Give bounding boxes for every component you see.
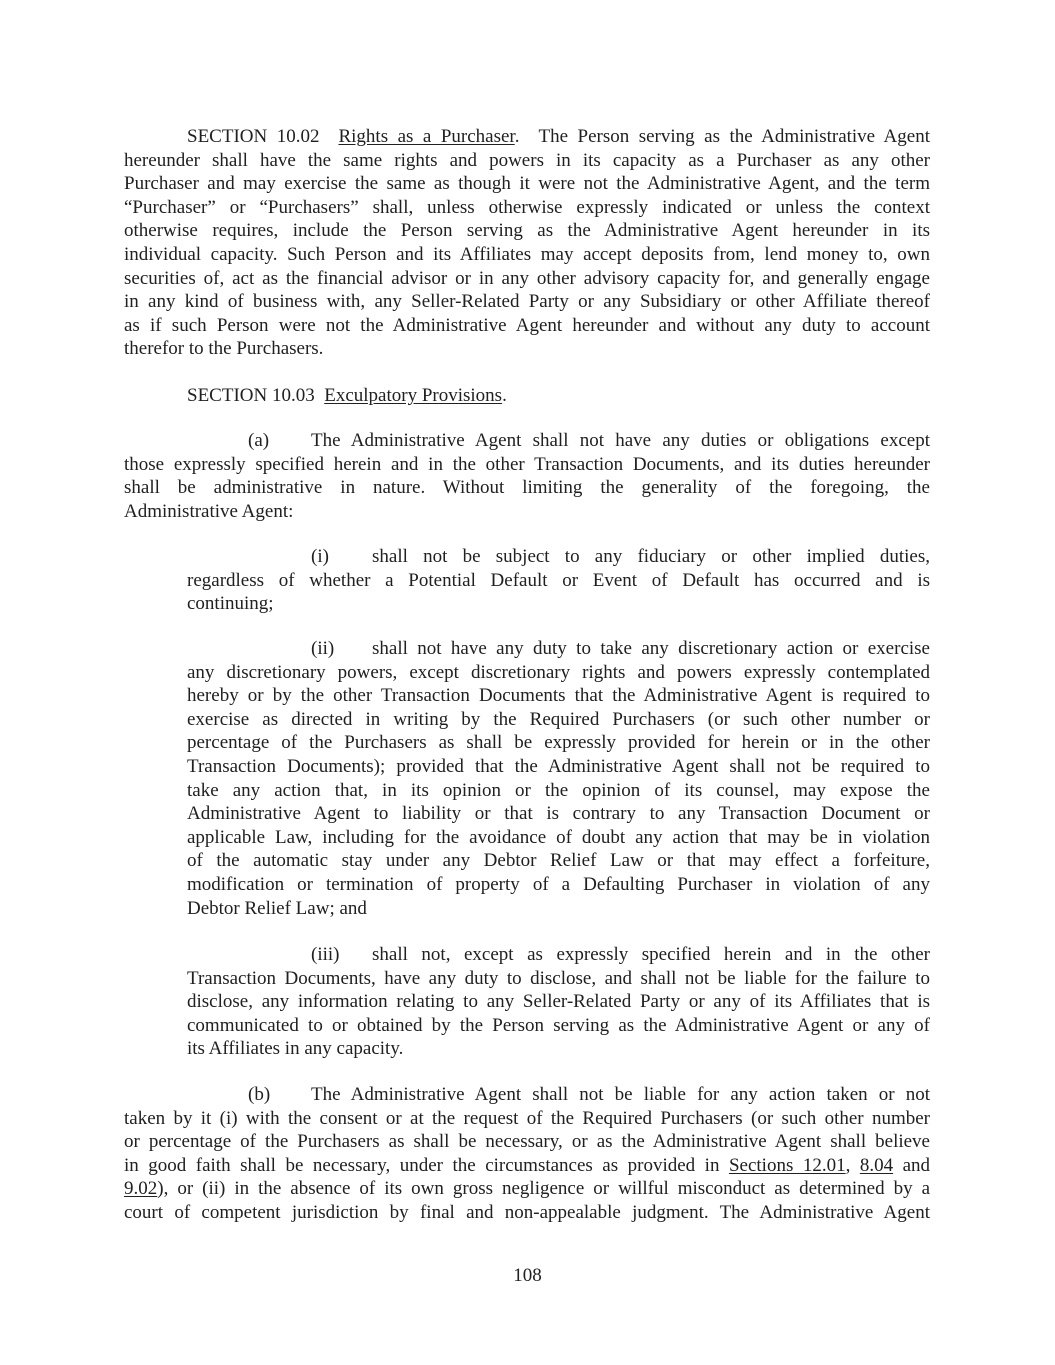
paragraph-a-line: Administrative Agent: [124, 500, 294, 522]
section-10-02-line: individual capacity. Such Person and its Affiliates may accept deposits from, lend money to, own [124, 243, 930, 265]
paragraph-a-line: those expressly specified herein and in the other Transaction Documents, and its duties hereunder [124, 453, 930, 475]
ref-sections-12-01: Sections 12.01 [728, 1154, 846, 1176]
item-iii-label: (iii) [311, 944, 340, 965]
item-iii-line: communicated to or obtained by the Person serving as the Administrative Agent or any of [187, 1014, 930, 1036]
section-10-03-heading: SECTION 10.03 Exculpatory Provisions. [187, 385, 507, 406]
paragraph-b-line: in good faith shall be necessary, under the circumstances as provided in Sections 12.01, 8.04 and [124, 1154, 931, 1176]
paragraph-b-line: court of competent jurisdiction by final and non-appealable judgment. The Administrative Agent [124, 1201, 930, 1223]
section-10-02-line: “Purchaser” or “Purchasers” shall, unless otherwise expressly indicated or unless the context [124, 196, 930, 218]
item-ii-first-line: (ii) shall not have any duty to take any discretionary action or exercise [311, 638, 930, 659]
section-10-03-number: SECTION 10.03 [187, 385, 315, 406]
item-ii-line: take any action that, in its opinion or the opinion of its counsel, may expose the [187, 779, 930, 801]
section-10-02-line: Purchaser and may exercise the same as though it were not the Administrative Agent, and the term [124, 173, 930, 195]
item-iii-line: its Affiliates in any capacity. [187, 1038, 404, 1060]
item-ii-label: (ii) [311, 638, 335, 659]
item-ii-line: Transaction Documents); provided that the Administrative Agent shall not be required to [187, 755, 930, 777]
section-10-02-number: SECTION 10.02 [187, 126, 320, 147]
item-iii [187, 943, 930, 1061]
paragraph-b-first-line: (b) The Administrative Agent shall not be liable for any action taken or not [248, 1084, 930, 1105]
section-10-02-line: otherwise requires, include the Person serving as the Administrative Agent hereunder in its [124, 220, 930, 242]
section-10-02-lead: The Person serving as the Administrative Agent [538, 126, 930, 147]
item-ii-line: exercise as directed in writing by the Required Purchasers (or such other number or [187, 708, 930, 730]
section-10-02-line: as if such Person were not the Administrative Agent hereunder and without any duty to account [124, 314, 930, 336]
section-10-02 [124, 125, 930, 361]
paragraph-b [124, 1083, 930, 1225]
section-10-03-title: Exculpatory Provisions [324, 385, 503, 406]
paragraph-a-line: shall be administrative in nature. Without limiting the generality of the foregoing, the [124, 477, 930, 499]
section-10-02-line: in any kind of business with, any Seller-Related Party or any Subsidiary or other Affiliate thereof [124, 291, 930, 313]
item-i-first-line: (i) shall not be subject to any fiduciary or other implied duties, [311, 546, 930, 567]
ref-9-02: 9.02 [124, 1178, 158, 1200]
section-10-02-first-line: SECTION 10.02 Rights as a Purchaser. The Person serving as the Administrative Agent [187, 126, 930, 147]
item-iii-first-line: (iii) shall not, except as expressly specified herein and in the other [311, 944, 930, 965]
section-10-02-line: therefor to the Purchasers. [124, 338, 324, 360]
page-number: 108 [513, 1265, 542, 1286]
item-ii-line: hereby or by the other Transaction Documents that the Administrative Agent is required to [187, 685, 930, 707]
paragraph-b-line: 9.02), or (ii) in the absence of its own gross negligence or willful misconduct as determined by a [124, 1178, 930, 1200]
item-i-line: regardless of whether a Potential Default or Event of Default has occurred and is [187, 569, 930, 591]
section-10-02-title: Rights as a Purchaser [338, 126, 515, 147]
ref-8-04: 8.04 [859, 1154, 894, 1176]
item-iii-line: disclose, any information relating to any Seller-Related Party or any of its Affiliates that is [187, 991, 930, 1013]
item-i-line: continuing; [187, 593, 274, 615]
section-10-02-line: securities of, act as the financial advisor or in any other advisory capacity for, and generally engage [124, 267, 930, 289]
item-ii-line: applicable Law, including for the avoidance of doubt any action that may be in violation [187, 826, 930, 848]
item-ii [187, 637, 930, 920]
item-i-label: (i) [311, 546, 329, 567]
section-10-02-line: hereunder shall have the same rights and powers in its capacity as a Purchaser as any other [124, 149, 930, 171]
item-ii-line: Debtor Relief Law; and [187, 897, 367, 919]
paragraph-b-line: taken by it (i) with the consent or at the request of the Required Purchasers (or such other number [124, 1107, 930, 1129]
item-iii-line: Transaction Documents, have any duty to disclose, and shall not be liable for the failure to [187, 967, 930, 989]
paragraph-b-label: (b) [248, 1084, 271, 1105]
item-ii-line: any discretionary powers, except discretionary rights and powers expressly contemplated [187, 661, 930, 683]
paragraph-a-label: (a) [248, 430, 270, 451]
item-ii-line: percentage of the Purchasers as shall be expressly provided for herein or in the other [187, 732, 930, 754]
paragraph-a-first-line: (a) The Administrative Agent shall not have any duties or obligations except [248, 430, 930, 451]
item-ii-line: Administrative Agent to liability or that is contrary to any Transaction Document or [187, 803, 930, 825]
item-ii-line: modification or termination of property of a Defaulting Purchaser in violation of any [187, 873, 930, 895]
paragraph-a [124, 429, 930, 523]
item-i [187, 545, 930, 616]
paragraph-b-line: or percentage of the Purchasers as shall be necessary, or as the Administrative Agent shall believe [124, 1131, 930, 1153]
item-ii-line: of the automatic stay under any Debtor Relief Law or that may effect a forfeiture, [187, 850, 930, 872]
